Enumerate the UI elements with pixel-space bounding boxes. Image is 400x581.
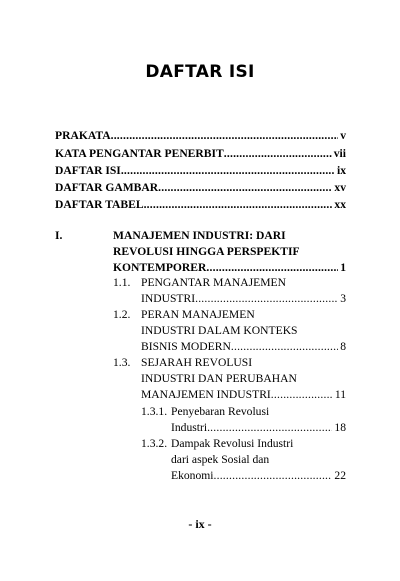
section-title-line[interactable]: INDUSTRI DALAM KONTEKS — [141, 324, 298, 337]
section-title-line[interactable]: INDUSTRI DAN PERUBAHAN — [141, 372, 297, 385]
toc-entry-chapter-1[interactable] — [113, 260, 346, 276]
toc-entry-prakata[interactable] — [55, 128, 346, 144]
page-number-footer: - ix - — [188, 517, 212, 531]
section-number: 1.2. — [113, 308, 131, 321]
section-title-line[interactable]: PENGANTAR MANAJEMEN — [141, 276, 286, 289]
toc-entry-label: MANAJEMEN INDUSTRI — [141, 388, 271, 401]
dot-leader — [224, 146, 332, 162]
toc-entry-label: KATA PENGANTAR PENERBIT — [55, 147, 224, 160]
section-title-line[interactable]: PERAN MANAJEMEN — [141, 308, 255, 321]
toc-entry-daftar-isi[interactable] — [55, 163, 346, 179]
toc-entry-daftar-gambar[interactable] — [55, 180, 346, 196]
toc-entry-page: xx — [334, 198, 346, 211]
toc-entry-section-1-2[interactable] — [141, 339, 346, 355]
dot-leader — [158, 180, 332, 196]
subsection-title-line[interactable]: Dampak Revolusi Industri — [171, 437, 294, 450]
toc-entry-label: INDUSTRI — [141, 292, 196, 305]
toc-entry-page: v — [340, 129, 346, 142]
chapter-title-line[interactable]: MANAJEMEN INDUSTRI: DARI — [113, 229, 286, 242]
dot-leader — [214, 468, 333, 484]
toc-entry-page: vii — [333, 147, 346, 160]
dot-leader — [231, 339, 338, 355]
dot-leader — [121, 163, 335, 179]
section-number: 1.1. — [113, 276, 131, 289]
toc-entry-subsection-1-3-2[interactable] — [171, 468, 346, 484]
subsection-number: 1.3.1. — [141, 405, 168, 418]
toc-entry-page: 11 — [334, 388, 346, 401]
toc-entry-label: Industri — [171, 421, 208, 434]
toc-entry-section-1-1[interactable] — [141, 291, 346, 307]
toc-entry-page: 3 — [340, 292, 346, 305]
dot-leader — [206, 260, 338, 276]
toc-entry-kata-pengantar[interactable] — [55, 146, 346, 162]
page-title: DAFTAR ISI — [145, 62, 255, 82]
toc-entry-label: Ekonomi — [171, 469, 214, 482]
toc-entry-subsection-1-3-1[interactable] — [171, 420, 346, 436]
subsection-number: 1.3.2. — [141, 437, 168, 450]
chapter-title-line[interactable]: REVOLUSI HINGGA PERSPEKTIF — [113, 245, 300, 258]
dot-leader — [195, 291, 338, 307]
toc-entry-daftar-tabel[interactable] — [55, 197, 346, 213]
toc-entry-page: xv — [334, 181, 346, 194]
toc-entry-label: BISNIS MODERN — [141, 340, 231, 353]
toc-entry-label: KONTEMPORER — [113, 261, 207, 274]
toc-entry-page: ix — [336, 164, 346, 177]
dot-leader — [207, 420, 332, 436]
toc-entry-page: 1 — [340, 261, 346, 274]
toc-entry-label: DAFTAR ISI — [55, 164, 121, 177]
dot-leader — [111, 128, 339, 144]
section-number: 1.3. — [113, 356, 131, 369]
subsection-title-line[interactable]: Penyebaran Revolusi — [171, 405, 270, 418]
section-title-line[interactable]: SEJARAH REVOLUSI — [141, 356, 253, 369]
toc-entry-label: DAFTAR TABEL — [55, 198, 144, 211]
toc-entry-section-1-3[interactable] — [141, 387, 346, 403]
toc-entry-page: 22 — [334, 469, 346, 482]
toc-entry-page: 8 — [340, 340, 346, 353]
dot-leader — [271, 387, 333, 403]
toc-entry-label: DAFTAR GAMBAR — [55, 181, 159, 194]
toc-entry-page: 18 — [334, 421, 346, 434]
toc-entry-label: PRAKATA — [55, 129, 111, 142]
dot-leader — [144, 197, 333, 213]
subsection-title-line[interactable]: dari aspek Sosial dan — [171, 453, 270, 466]
chapter-number: I. — [55, 229, 63, 242]
